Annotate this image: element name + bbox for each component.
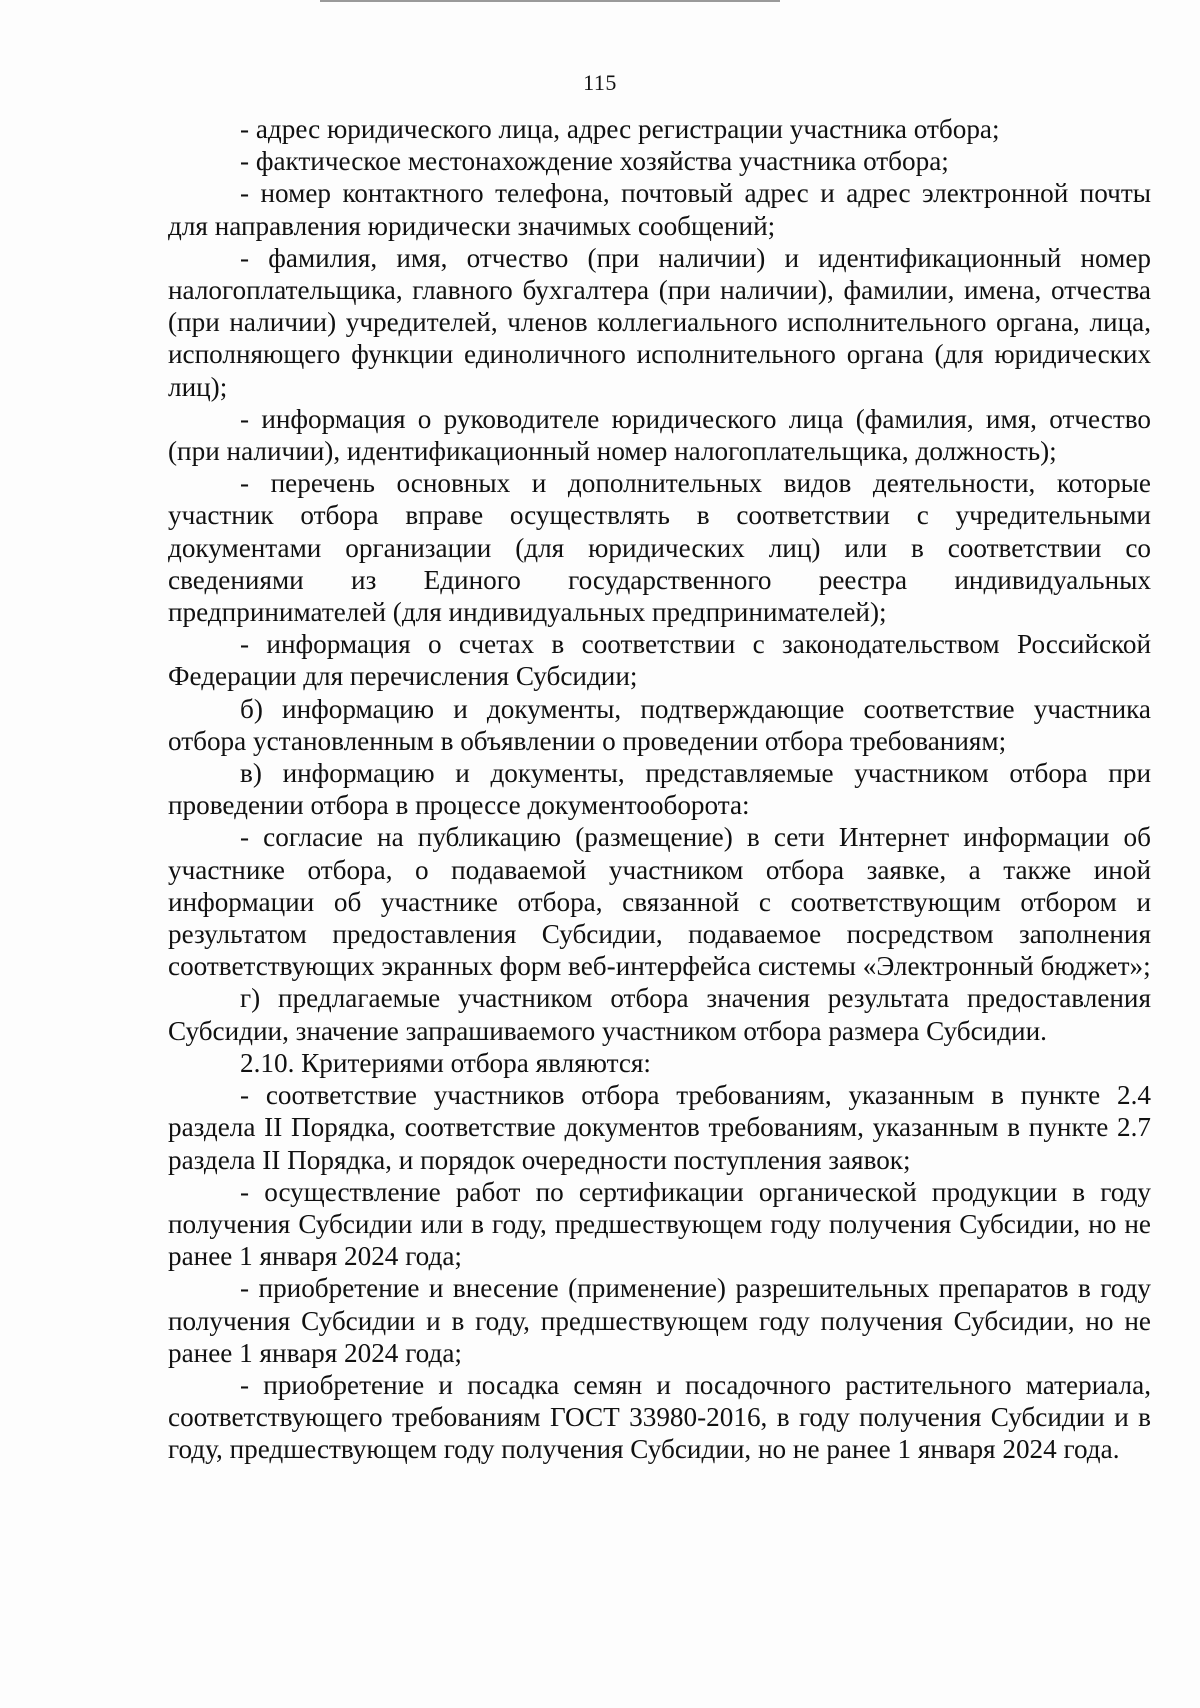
paragraph-bank-accounts: - информация о счетах в соответствии с законодательством Российской Федерации для перечисления Субсидии;: [168, 629, 1151, 692]
paragraph-publication-consent: - согласие на публикацию (размещение) в сети Интернет информации об участнике отбора, о подаваемой участником отбора заявке, а также иной информации об участнике отбора, связанной с соответствующим отбором и результатом предоставления Субсидии, подаваемое посредством заполнения соответствующих экранных форм веб-интерфейса системы «Электронный бюджет»;: [168, 822, 1151, 982]
paragraph-item-g: г) предлагаемые участником отбора значения результата предоставления Субсидии, значение запрашиваемого участником отбора размера Субсидии.: [168, 983, 1151, 1046]
paragraph-item-v: в) информацию и документы, представляемые участником отбора при проведении отбора в процессе документооборота:: [168, 758, 1151, 821]
paragraph-criterion-compliance: - соответствие участников отбора требованиям, указанным в пункте 2.4 раздела II Порядка, соответствие документов требованиям, указанным в пункте 2.7 раздела II Порядка, и порядок очередности поступления заявок;: [168, 1080, 1151, 1175]
paragraph-contact-info: - номер контактного телефона, почтовый адрес и адрес электронной почты для направления юридически значимых сообщений;: [168, 178, 1151, 241]
paragraph-criterion-certification: - осуществление работ по сертификации органической продукции в году получения Субсидии или в году, предшествующем году получения Субсидии, но не ранее 1 января 2024 года;: [168, 1176, 1151, 1272]
paragraph-criterion-preparations: - приобретение и внесение (применение) разрешительных препаратов в году получения Субсидии и в году, предшествующем году получения Субсидии, но не ранее 1 января 2024 года;: [168, 1273, 1151, 1368]
paragraph-head-info: - информация о руководителе юридического лица (фамилия, имя, отчество (при наличии), идентификационный номер налогоплательщика, должность);: [168, 403, 1151, 467]
page-number: 115: [583, 70, 617, 95]
document-body: [168, 113, 1151, 1466]
paragraph-item-b: б) информацию и документы, подтверждающие соответствие участника отбора установленным в объявлении о проведении отбора требованиям;: [168, 693, 1151, 756]
paragraph-names-and-tax-id: - фамилия, имя, отчество (при наличии) и идентификационный номер налогоплательщика, главного бухгалтера (при наличии), фамилии, имена, отчества (при наличии) учредителей, членов коллегиального исполнительного органа, лица, исполняющего функции единоличного исполнительного органа (для юридических лиц);: [168, 242, 1151, 402]
paragraph-legal-address: - адрес юридического лица, адрес регистрации участника отбора;: [240, 114, 1000, 144]
paragraph-section-2-10: 2.10. Критериями отбора являются:: [240, 1047, 651, 1078]
scan-edge-line: [320, 0, 780, 2]
paragraph-activity-types: - перечень основных и дополнительных видов деятельности, которые участник отбора вправе осуществлять в соответствии с учредительными документами организации (для юридических лиц) или в соответствии со сведениями из Единого государственного реестра индивидуальных предпринимателей (для индивидуальных предпринимателей);: [168, 468, 1151, 628]
paragraph-actual-location: - фактическое местонахождение хозяйства участника отбора;: [240, 146, 949, 177]
paragraph-criterion-seeds: - приобретение и посадка семян и посадочного растительного материала, соответствующего требованиям ГОСТ 33980-2016, в году получения Субсидии и в году, предшествующем году получения Субсидии, но не ранее 1 января 2024 года.: [168, 1369, 1151, 1465]
